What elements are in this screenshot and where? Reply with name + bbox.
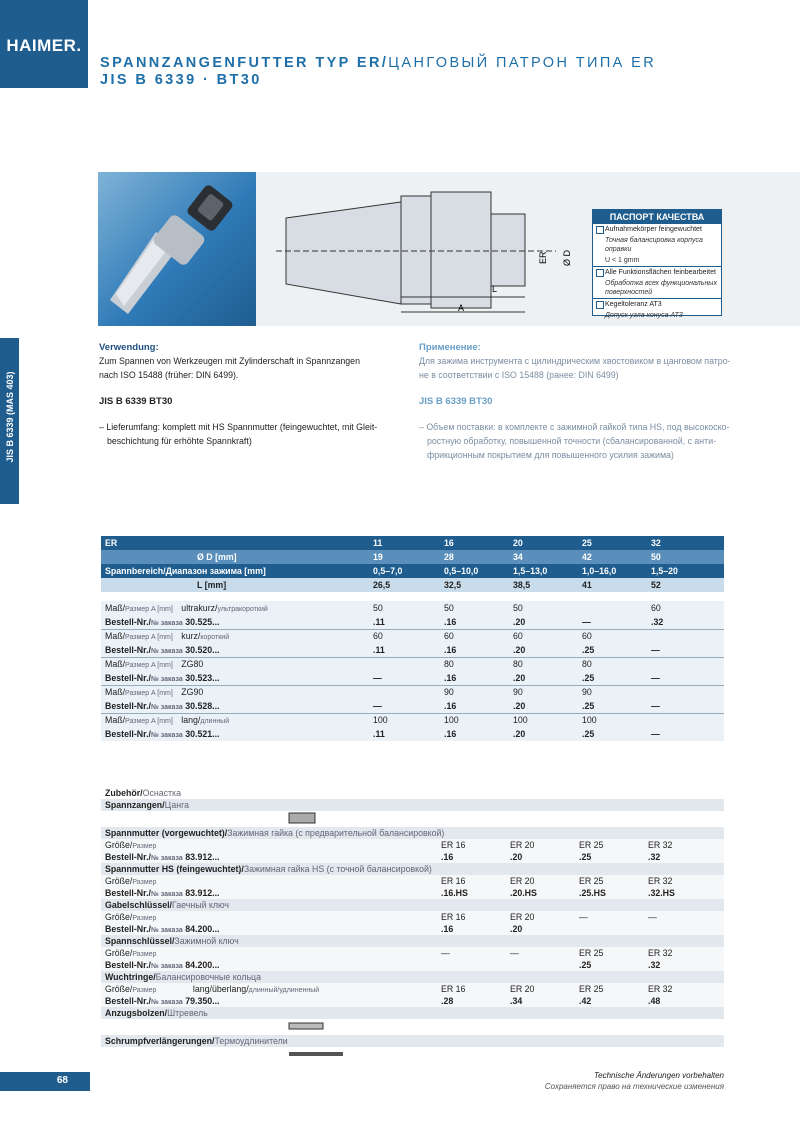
table-row xyxy=(101,811,724,827)
drawing-er-label: ER xyxy=(538,251,548,264)
usage-heading-de: Verwendung: xyxy=(99,342,159,353)
table-row: Bestell-Nr./№ заказа 83.912... .16 .20 .25 .32 xyxy=(101,851,724,863)
usage-text-ru: Для зажима инструмента с цилиндрическим хвостовиком в цанговом патро- не в соответствии с ISO 15488 (ранее: DIN 6499) xyxy=(419,356,731,380)
table-row: Größe/Размер lang/überlang/длинный/удлиненный ER 16 ER 20 ER 25 ER 32 xyxy=(101,983,724,995)
title-de: SPANNZANGENFUTTER TYP ER xyxy=(100,55,382,71)
standard-ru: JIS B 6339 BT30 xyxy=(419,396,493,407)
table-row: Maß/Размер A [mm] lang/длинный 100 100 100 100 xyxy=(101,713,724,727)
footer-note: Technische Änderungen vorbehalten Сохраняется право на технические изменения xyxy=(544,1071,724,1091)
drawing-a-label: A xyxy=(458,303,465,313)
table-row: Größe/Размер ER 16 ER 20 — — xyxy=(101,911,724,923)
table-row: Bestell-Nr./№ заказа 79.350... .28 .34 .42 .48 xyxy=(101,995,724,1007)
quality-item: Kegeltoleranz AT3 xyxy=(593,298,721,310)
table-row xyxy=(101,1019,724,1035)
title-ru: ЦАНГОВЫЙ ПАТРОН ТИПА ER xyxy=(388,55,657,71)
table-row: Maß/Размер A [mm] ZG90 90 90 90 xyxy=(101,685,724,699)
product-photo xyxy=(98,172,256,326)
table-row: Bestell-Nr./№ заказа 30.528... — .16 .20 .25 — xyxy=(101,699,724,713)
table-row: Bestell-Nr./№ заказа 30.525... .11 .16 .20 — .32 xyxy=(101,615,724,629)
table-row: Schrumpfverlängerungen/Термоудлинители xyxy=(101,1035,724,1047)
table-row: Ø D [mm] 19 28 34 42 50 xyxy=(101,550,724,564)
page-number: 68 xyxy=(0,1072,90,1091)
table-row: Zubehör/Оснастка xyxy=(105,788,181,798)
chuck-photo-icon xyxy=(98,172,256,326)
table-row: Bestell-Nr./№ заказа 84.200... .16 .20 xyxy=(101,923,724,935)
side-tab: JIS B 6339 (MAS 403) xyxy=(0,338,19,504)
table-row: Bestell-Nr./№ заказа 30.523... — .16 .20 .25 — xyxy=(101,671,724,685)
pull-stud-icon xyxy=(287,1019,327,1033)
table-row: ER 11 16 20 25 32 xyxy=(101,536,724,550)
scope-de: – Lieferumfang: komplett mit HS Spannmutter (feingewuchtet, mit Gleit- beschichtung für erhöhte Spannkraft) xyxy=(99,422,378,446)
standard-de: JIS B 6339 BT30 xyxy=(99,396,173,407)
table-row: Spannmutter HS (feingewuchtet)/Зажимная гайка HS (с точной балансировкой) xyxy=(101,863,724,875)
table-row: Größe/Размер ER 16 ER 20 ER 25 ER 32 xyxy=(101,839,724,851)
table-row: Maß/Размер A [mm] kurz/короткий 60 60 60 60 xyxy=(101,629,724,643)
table-row: Wuchtringe/Балансировочные кольца xyxy=(101,971,724,983)
table-row: Maß/Размер A [mm] ultrakurz/ультракороткий 50 50 50 60 xyxy=(101,601,724,615)
table-row: Spannmutter (vorgewuchtet)/Зажимная гайка (с предварительной балансировкой) xyxy=(101,827,724,839)
table-row: Spannbereich/Диапазон зажима [mm] 0,5–7,0 0,5–10,0 1,5–13,0 1,0–16,0 1,5–20 xyxy=(101,564,724,578)
table-row: Bestell-Nr./№ заказа 30.520... .11 .16 .20 .25 — xyxy=(101,643,724,657)
haimer-logo: HAIMER. xyxy=(0,0,88,88)
table-row: Bestell-Nr./№ заказа 83.912... .16.HS .20.HS .25.HS .32.HS xyxy=(101,887,724,899)
product-rows xyxy=(101,601,724,741)
collet-icon xyxy=(287,811,317,825)
table-row: Größe/Размер ER 16 ER 20 ER 25 ER 32 xyxy=(101,875,724,887)
drawing-l-label: L xyxy=(492,284,498,294)
table-row xyxy=(101,1047,724,1063)
shrink-extension-icon xyxy=(287,1047,347,1061)
table-row: Anzugsbolzen/Штревель xyxy=(101,1007,724,1019)
quality-item: Aufnahmekörper feingewuchtet xyxy=(593,224,721,235)
quality-title: ПАСПОРТ КАЧЕСТВА xyxy=(593,210,721,224)
table-row: Bestell-Nr./№ заказа 84.200... .25 .32 xyxy=(101,959,724,971)
page-title: SPANNZANGENFUTTER TYP ER/ЦАНГОВЫЙ ПАТРОН ТИПА ER JIS B 6339 · BT30 xyxy=(100,55,657,88)
quality-passport: ПАСПОРТ КАЧЕСТВА Aufnahmekörper feingewuchtet Точная балансировка корпуса оправки U < 1 gmm Alle Funktionsflächen feinbearbeitet Обработка всех функциональных поверхностей Kegeltoleranz AT3 Допуск угла конуса AT3 xyxy=(592,209,722,316)
table-row: Spannzangen/Цанга xyxy=(101,799,724,811)
title-sub: JIS B 6339 · BT30 xyxy=(100,72,262,88)
table-row: Maß/Размер A [mm] ZG80 80 80 80 xyxy=(101,657,724,671)
table-row: Gabelschlüssel/Гаечный ключ xyxy=(101,899,724,911)
accessories-table xyxy=(101,787,724,1063)
drawing-d-label: Ø D xyxy=(562,249,572,266)
table-row: L [mm] 26,5 32,5 38,5 41 52 xyxy=(101,578,724,592)
spec-table xyxy=(101,536,724,592)
quality-item: Alle Funktionsflächen feinbearbeitet xyxy=(593,266,721,278)
usage-text-de: Zum Spannen von Werkzeugen mit Zylinderschaft in Spannzangen nach ISO 15488 (früher: DIN 6499). xyxy=(99,356,360,380)
table-row: Größe/Размер — — ER 25 ER 32 xyxy=(101,947,724,959)
scope-ru: – Объем поставки: в комплекте с зажимной гайкой типа HS, под высокоско- ростную обработку, повышенной точности (сбалансированной, с анти- фрикционным покрытием для повышенного усилия зажима) xyxy=(419,422,730,460)
usage-heading-ru: Применение: xyxy=(419,342,481,353)
table-row: Spannschlüssel/Зажимной ключ xyxy=(101,935,724,947)
table-row: Bestell-Nr./№ заказа 30.521... .11 .16 .20 .25 — xyxy=(101,727,724,741)
